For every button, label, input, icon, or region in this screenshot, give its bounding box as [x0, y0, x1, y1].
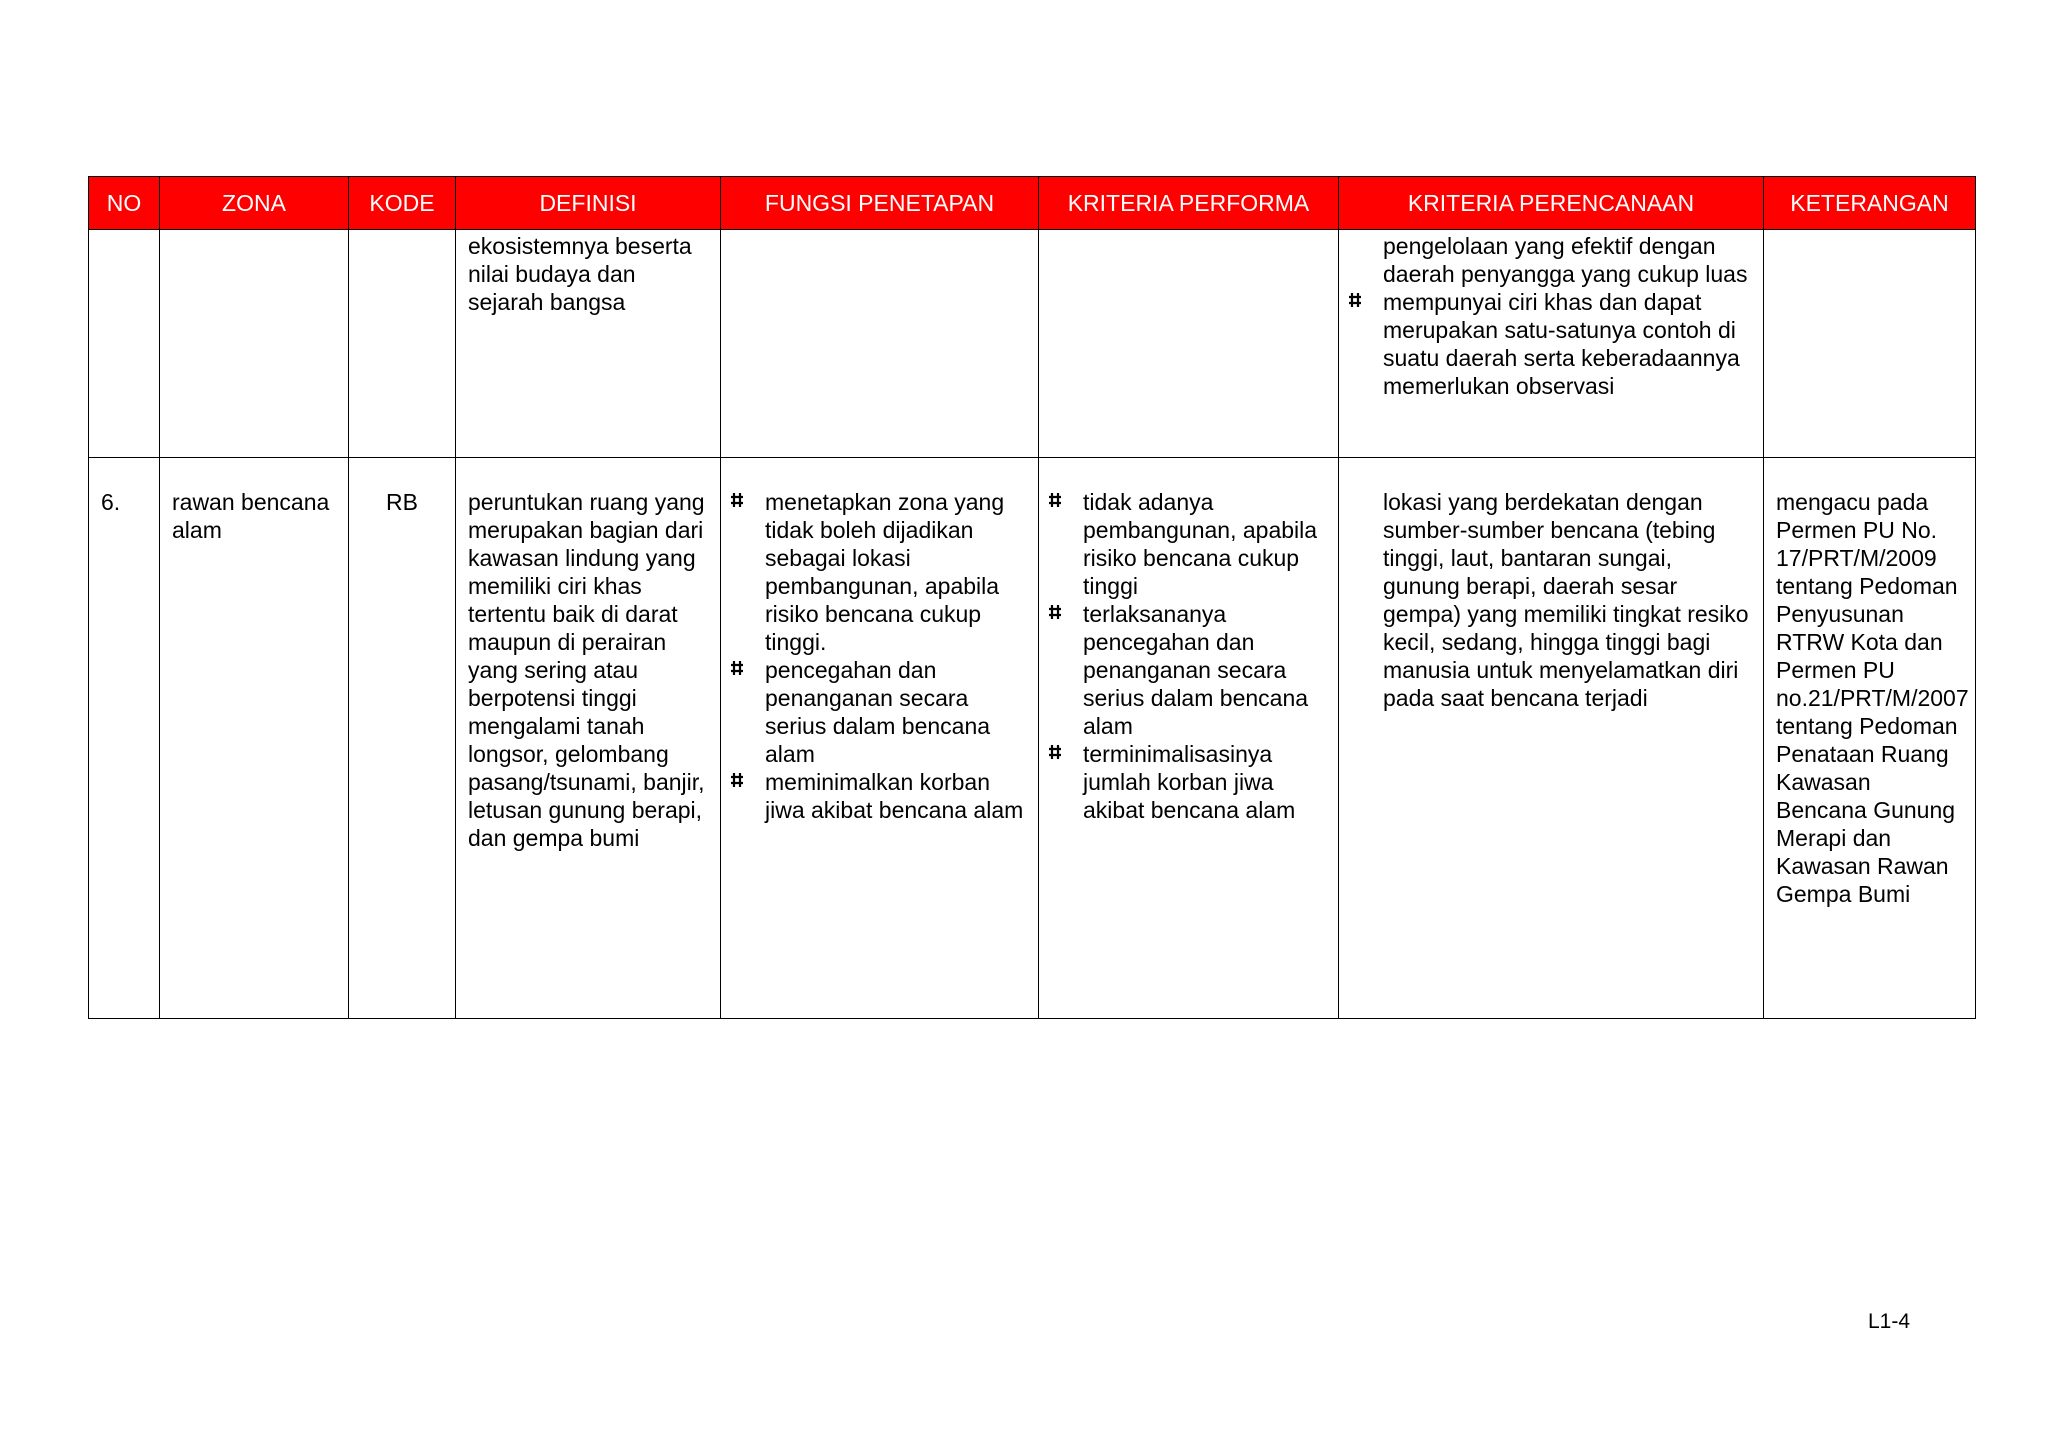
hash-bullet-icon [1047, 491, 1063, 509]
header-kriteria-perencanaan: KRITERIA PERENCANAAN [1339, 177, 1764, 230]
header-keterangan: KETERANGAN [1764, 177, 1976, 230]
cell-fungsi-penetapan [721, 458, 1039, 1019]
hash-bullet-icon [729, 659, 745, 677]
list-item-text: menetapkan zona yang tidak boleh dijadikan sebagai lokasi pembangunan, apabila risiko bencana cukup tinggi. [765, 489, 1005, 655]
zoning-criteria-table [88, 176, 1976, 1019]
cell-definisi: ekosistemnya beserta nilai budaya dan sejarah bangsa [456, 230, 721, 458]
list-item-text: tidak adanya pembangunan, apabila risiko bencana cukup tinggi [1083, 489, 1318, 599]
table-row [89, 230, 1976, 458]
cell-zona: rawan bencana alam [160, 458, 349, 1019]
list-item-text: terminimalisasinya jumlah korban jiwa akibat bencana alam [1083, 741, 1296, 823]
page-number: L1-4 [1868, 1310, 1911, 1333]
cell-kriteria-perencanaan [1339, 458, 1764, 1019]
hash-bullet-icon [1047, 743, 1063, 761]
cell-no [89, 230, 160, 458]
cell-kode: RB [349, 458, 456, 1019]
cell-kriteria-performa [1039, 230, 1339, 458]
list-item [1339, 288, 1751, 400]
table-row [89, 458, 1976, 1019]
list-item [1039, 488, 1326, 600]
list-item-text: meminimalkan korban jiwa akibat bencana alam [765, 769, 1024, 823]
cell-fungsi-penetapan [721, 230, 1039, 458]
header-fungsi-penetapan: FUNGSI PENETAPAN [721, 177, 1039, 230]
cell-keterangan [1764, 230, 1976, 458]
list-item [1339, 232, 1751, 288]
list-item-text: pengelolaan yang efektif dengan daerah penyangga yang cukup luas [1383, 233, 1748, 287]
list-item [1039, 600, 1326, 740]
header-no: NO [89, 177, 160, 230]
hash-bullet-icon [729, 771, 745, 789]
cell-kriteria-perencanaan [1339, 230, 1764, 458]
cell-zona [160, 230, 349, 458]
header-kriteria-performa: KRITERIA PERFORMA [1039, 177, 1339, 230]
header-definisi: DEFINISI [456, 177, 721, 230]
cell-kriteria-performa [1039, 458, 1339, 1019]
cell-kode [349, 230, 456, 458]
header-zona: ZONA [160, 177, 349, 230]
list-item [721, 488, 1026, 656]
list-item-text: mempunyai ciri khas dan dapat merupakan satu-satunya contoh di suatu daerah serta keberadaannya memerlukan observasi [1383, 289, 1740, 399]
kriteria-perencanaan-text: lokasi yang berdekatan dengan sumber-sumber bencana (tebing tinggi, laut, bantaran sungai, gunung berapi, daerah sesar gempa) yang memiliki tingkat resiko kecil, sedang, hingga tinggi bagi manusia untuk menyelamatkan diri pada saat bencana terjadi [1383, 489, 1749, 711]
cell-definisi: peruntukan ruang yang merupakan bagian dari kawasan lindung yang memiliki ciri khas tertentu baik di darat maupun di perairan yang sering atau berpotensi tinggi mengalami tanah longsor, gelombang pasang/tsunami, banjir, letusan gunung berapi, dan gempa bumi [456, 458, 721, 1019]
list-item [1039, 740, 1326, 824]
hash-bullet-icon [729, 491, 745, 509]
list-item [721, 768, 1026, 824]
header-kode: KODE [349, 177, 456, 230]
list-item-text: pencegahan dan penanganan secara serius dalam bencana alam [765, 657, 991, 767]
hash-bullet-icon [1047, 603, 1063, 621]
cell-no: 6. [89, 458, 160, 1019]
table-header-row [89, 177, 1976, 230]
list-item-text: terlaksananya pencegahan dan penanganan secara serius dalam bencana alam [1083, 601, 1309, 739]
list-item [721, 656, 1026, 768]
cell-keterangan: mengacu pada Permen PU No. 17/PRT/M/2009 tentang Pedoman Penyusunan RTRW Kota dan Permen PU no.21/PRT/M/2007 tentang Pedoman Penataan Ruang Kawasan Bencana Gunung Merapi dan Kawasan Rawan Gempa Bumi [1764, 458, 1976, 1019]
hash-bullet-icon [1347, 291, 1363, 309]
